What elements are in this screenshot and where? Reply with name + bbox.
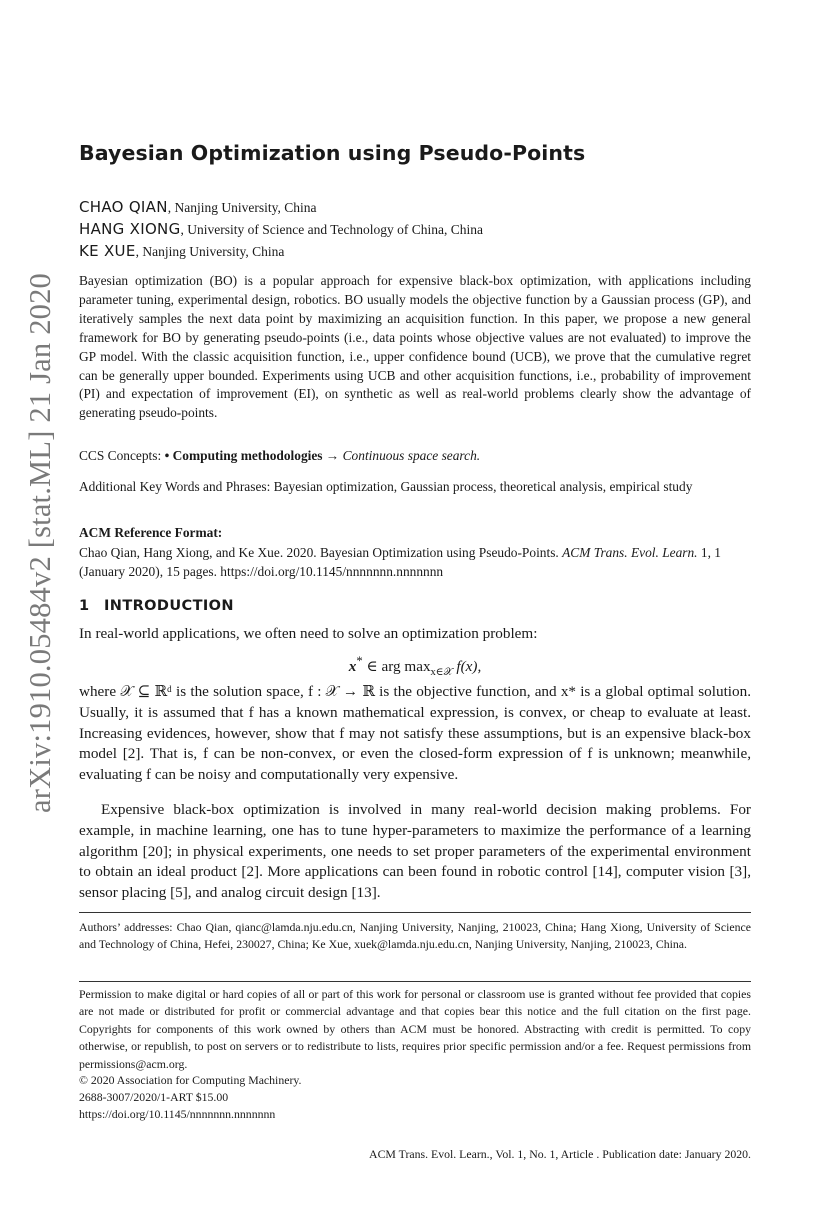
ccs-concepts <box>79 448 480 464</box>
copyright-line: © 2020 Association for Computing Machinery. <box>79 1073 302 1087</box>
authors-addresses: Authors’ addresses: Chao Qian, qianc@lamda.nju.edu.cn, Nanjing University, Nanjing, 210023, China; Hang Xiong, University of Science and Technology of China, Hefei, 230027, China; Ke Xue, xuek@lamda.nju.edu.cn, Nanjing University, Nanjing, 210023, China. <box>79 920 751 952</box>
ccs-bullet: • <box>164 448 173 463</box>
author-affiliation: , University of Science and Technology of China, China <box>180 222 484 237</box>
author-name: KE XUE <box>79 242 136 260</box>
reference-format-heading: ACM Reference Format: <box>79 525 223 540</box>
permission-divider <box>79 981 751 982</box>
author-entry <box>79 240 751 262</box>
reference-text-end: 1, 1 (January 2020), 15 pages. https://doi.org/10.1145/nnnnnnn.nnnnnnn <box>79 545 721 579</box>
author-name: CHAO QIAN <box>79 198 168 216</box>
equation-argmax <box>79 654 751 679</box>
author-list <box>79 196 751 262</box>
section-title: INTRODUCTION <box>104 598 234 614</box>
author-entry <box>79 196 751 218</box>
ccs-label: CCS Concepts: <box>79 448 165 463</box>
intro-paragraph: where 𝒳 ⊆ ℝᵈ is the solution space, f : 𝒳 → ℝ is the objective function, and x* is a global optimal solution. Usually, it is assumed that f has a known mathematical expression, is convex, or cheap to evaluate at least. Increasing evidences, however, show that f may not satisfy these assumptions, but is an expensive black-box model [2]. That is, f can be non-convex, or even the closed-form expression of f is unknown; meanwhile, evaluating f can be noisy and computationally very expensive. <box>79 683 751 784</box>
author-entry <box>79 218 751 240</box>
reference-format-text <box>79 543 751 581</box>
equation-rhs: f(x), <box>452 658 482 676</box>
ccs-subconcept: Continuous space search <box>342 448 477 463</box>
equation-star: * <box>356 654 363 668</box>
footnote-divider <box>79 912 751 913</box>
running-footer: ACM Trans. Evol. Learn., Vol. 1, No. 1, Article . Publication date: January 2020. <box>369 1147 751 1161</box>
doi-link[interactable]: https://doi.org/10.1145/nnnnnnn.nnnnnnn <box>79 1107 276 1121</box>
paper-title: Bayesian Optimization using Pseudo-Points <box>79 141 586 165</box>
permission-notice: Permission to make digital or hard copies of all or part of this work for personal or classroom use is granted without fee provided that copies are not made or distributed for profit or commercial advantage and that copies bear this notice and the full citation on the first page. Copyrights for components of this work owned by others than ACM must be honored. Abstracting with credit is permitted. To copy otherwise, or republish, to post on servers or to redistribute to lists, requires prior specific permission and/or a fee. Request permissions from permissions@acm.org. <box>79 987 751 1071</box>
ccs-arrow: → <box>322 448 343 463</box>
ccs-period: . <box>476 448 481 463</box>
abstract: Bayesian optimization (BO) is a popular approach for expensive black-box optimization, with applications including parameter tuning, experimental design, robotics. BO usually models the objective function by a Gaussian process (GP), and iteratively samples the next data point by maximizing an acquisition function. In this paper, we propose a new general framework for BO by generating pseudo-points (i.e., data points whose objective values are not evaluated) to improve the GP model. With the classic acquisition function, i.e., upper confidence bound (UCB), we prove that the cumulative regret can be generally upper bounded. Experiments using UCB and other acquisition functions, i.e., probability of improvement (PI) and expectation of improvement (EI), on synthetic as well as real-world problems clearly show the advantage of generating pseudo-points. <box>79 273 751 421</box>
keywords: Additional Key Words and Phrases: Bayesian optimization, Gaussian process, theoretical analysis, empirical study <box>79 479 693 494</box>
intro-paragraph: In real-world applications, we often need to solve an optimization problem: <box>79 625 538 642</box>
section-heading-introduction <box>79 598 234 614</box>
author-affiliation: , Nanjing University, China <box>135 244 285 259</box>
arxiv-identifier-stamp <box>20 238 60 848</box>
intro-paragraph: Expensive black-box optimization is involved in many real-world decision making problems. For example, in machine learning, one has to tune hyper-parameters to maximize the performance of a learning algorithm [20]; in physical experiments, one needs to set proper parameters of the experimental environment to obtain an ideal product [2]. More applications can been found in robotic control [14], computer vision [3], sensor placing [5], and analog circuit design [13]. <box>79 801 751 902</box>
isbn-line: 2688-3007/2020/1-ART $15.00 <box>79 1090 229 1104</box>
equation-relation: ∈ arg max <box>362 658 431 676</box>
reference-text-start: Chao Qian, Hang Xiong, and Ke Xue. 2020. Bayesian Optimization using Pseudo-Points. <box>79 545 563 560</box>
author-affiliation: , Nanjing University, China <box>167 200 317 215</box>
equation-subscript: x∈𝒳 <box>430 667 453 679</box>
arxiv-identifier-text: arXiv:1910.05484v2 [stat.ML] 21 Jan 2020 <box>23 273 57 813</box>
author-name: HANG XIONG <box>79 220 181 238</box>
ccs-concept: Computing methodologies <box>172 448 323 463</box>
section-number: 1 <box>79 598 90 614</box>
equation-lhs: x <box>348 658 357 676</box>
reference-journal: ACM Trans. Evol. Learn. <box>562 545 698 560</box>
